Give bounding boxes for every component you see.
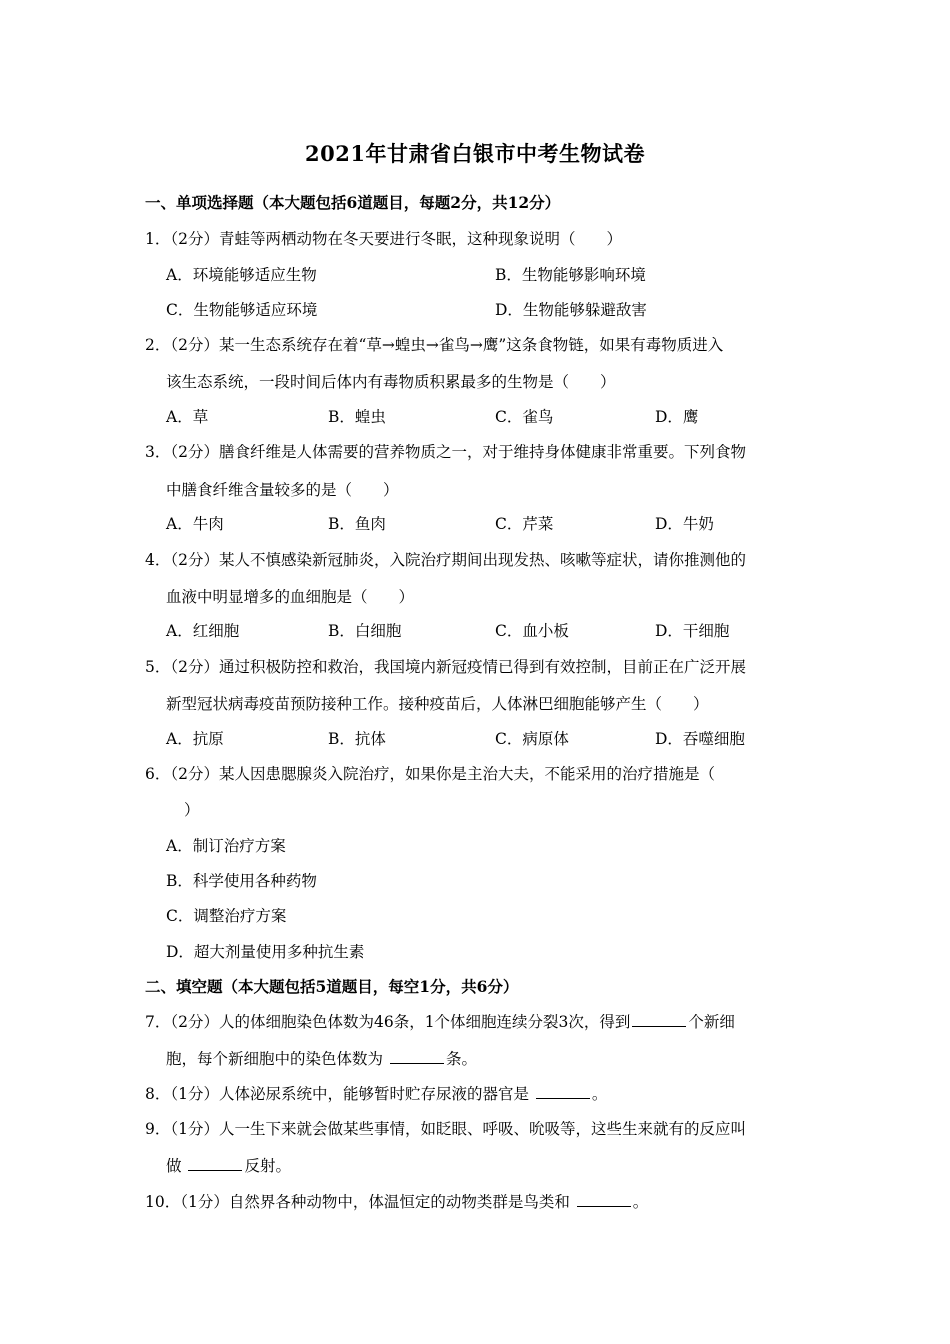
question-8 [145,1082,607,1104]
question-1: 1．（2分）青蛙等两栖动物在冬天要进行冬眠，这种现象说明（ ） [145,230,622,248]
question-9: 9．（1分）人一生下来就会做某些事情，如眨眼、呼吸、吮吸等，这些生来就有的反应叫 [145,1120,746,1138]
question-5-option-b[interactable]: B．抗体 [328,730,386,748]
question-1-option-d[interactable]: D．生物能够躲避敌害 [495,301,647,319]
question-7-continued [166,1047,477,1069]
question-7-text: 7．（2分）人的体细胞染色体数为46条，1个体细胞连续分裂3次，得到 [145,1013,631,1031]
question-2-option-c[interactable]: C．雀鸟 [495,408,554,426]
answer-blank[interactable] [536,1084,590,1099]
question-5-continued: 新型冠状病毒疫苗预防接种工作。接种疫苗后，人体淋巴细胞能够产生（ ） [166,695,709,713]
question-10-text-end: 。 [632,1193,649,1211]
question-1-option-c[interactable]: C．生物能够适应环境 [166,301,318,319]
question-4-option-b[interactable]: B．白细胞 [328,622,402,640]
question-9-continued [166,1154,291,1176]
question-3-option-d[interactable]: D．牛奶 [655,515,714,533]
question-7 [145,1010,735,1032]
question-10-text: 10．（1分）自然界各种动物中，体温恒定的动物类群是鸟类和 [145,1193,570,1211]
page-title: 2021年甘肃省白银市中考生物试卷 [305,141,645,166]
answer-blank[interactable] [390,1049,444,1064]
question-5: 5．（2分）通过积极防控和救治，我国境内新冠疫情已得到有效控制，目前正在广泛开展 [145,658,746,676]
question-6-option-b[interactable]: B．科学使用各种药物 [166,872,317,890]
answer-blank[interactable] [188,1156,242,1171]
question-2-option-a[interactable]: A．草 [166,408,209,426]
question-7-text-end: 个新细 [688,1013,735,1031]
answer-blank[interactable] [632,1012,686,1027]
question-2: 2．（2分）某一生态系统存在着“草→蝗虫→雀鸟→鹰”这条食物链，如果有毒物质进入 [145,336,724,354]
question-9-text-2: 做 [166,1157,182,1175]
question-9-text-end: 反射。 [244,1157,291,1175]
question-2-option-d[interactable]: D．鹰 [655,408,699,426]
question-2-option-b[interactable]: B．蝗虫 [328,408,386,426]
question-7-text-2: 胞，每个新细胞中的染色体数为 [166,1050,384,1068]
question-4-option-c[interactable]: C．血小板 [495,622,569,640]
question-5-option-d[interactable]: D．吞噬细胞 [655,730,745,748]
question-1-option-a[interactable]: A．环境能够适应生物 [166,266,317,284]
question-10 [145,1190,648,1212]
question-3-option-a[interactable]: A．牛肉 [166,515,224,533]
section-heading-choice: 一、单项选择题（本大题包括6道题目，每题2分，共12分） [145,193,561,212]
question-5-option-c[interactable]: C．病原体 [495,730,569,748]
question-4-option-d[interactable]: D．干细胞 [655,622,730,640]
question-3-continued: 中膳食纤维含量较多的是（ ） [166,481,399,499]
question-4-continued: 血液中明显增多的血细胞是（ ） [166,588,415,606]
question-4-option-a[interactable]: A．红细胞 [166,622,240,640]
question-6-option-c[interactable]: C．调整治疗方案 [166,907,287,925]
question-5-option-a[interactable]: A．抗原 [166,730,224,748]
answer-blank[interactable] [577,1192,631,1207]
question-1-option-b[interactable]: B．生物能够影响环境 [495,266,646,284]
question-4: 4．（2分）某人不慎感染新冠肺炎，入院治疗期间出现发热、咳嗽等症状，请你推测他的 [145,551,746,569]
section-heading-fill: 二、填空题（本大题包括5道题目，每空1分，共6分） [145,977,519,996]
question-3: 3．（2分）膳食纤维是人体需要的营养物质之一，对于维持身体健康非常重要。下列食物 [145,443,746,461]
question-3-option-b[interactable]: B．鱼肉 [328,515,386,533]
question-7-text-2-end: 条。 [445,1050,477,1068]
question-2-continued: 该生态系统，一段时间后体内有毒物质积累最多的生物是（ ） [166,373,616,391]
question-6-continued: ） [184,801,200,819]
question-6: 6．（2分）某人因患腮腺炎入院治疗，如果你是主治大夫，不能采用的治疗措施是（ [145,765,715,783]
question-8-text-end: 。 [591,1085,608,1103]
question-6-option-a[interactable]: A．制订治疗方案 [166,837,286,855]
question-3-option-c[interactable]: C．芹菜 [495,515,554,533]
question-6-option-d[interactable]: D．超大剂量使用多种抗生素 [166,943,365,961]
question-8-text: 8．（1分）人体泌尿系统中，能够暂时贮存尿液的器官是 [145,1085,529,1103]
